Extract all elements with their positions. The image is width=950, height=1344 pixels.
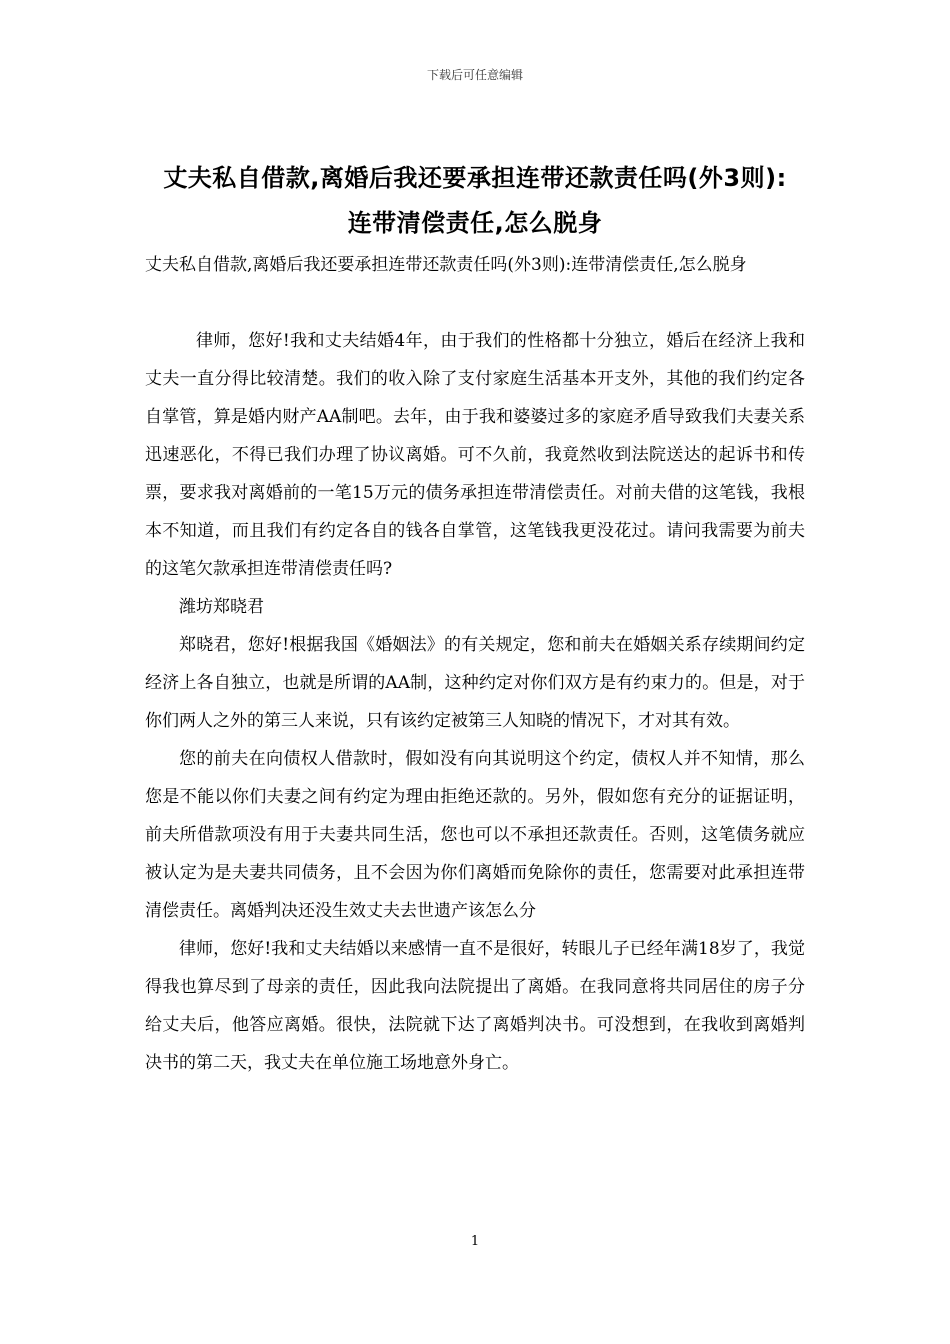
paragraph-spacer	[145, 284, 805, 322]
document-title-line1: 丈夫私自借款,离婚后我还要承担连带还款责任吗(外3则):	[163, 164, 787, 192]
header-note: 下载后可任意编辑	[426, 68, 523, 82]
paragraph-signature: 潍坊郑晓君	[179, 597, 264, 617]
paragraph-question-2: 律师，您好!我和丈夫结婚以来感情一直不是很好，转眼儿子已经年满18岁了，我觉得我也算尽到了母亲的责任，因此我向法院提出了离婚。在我同意将共同居住的房子分给丈夫后，他答应离婚。很快，法院就下达了离婚判决书。可没想到，在我收到离婚判决书的第二天，我丈夫在单位施工场地意外身亡。	[145, 939, 805, 1073]
paragraph-answer-2: 您的前夫在向债权人借款时，假如没有向其说明这个约定，债权人并不知情，那么您是不能以你们夫妻之间有约定为理由拒绝还款的。另外，假如您有充分的证据证明，前夫所借款项没有用于夫妻共同生活，您也可以不承担还款责任。否则，这笔债务就应被认定为是夫妻共同债务，且不会因为你们离婚而免除你的责任，您需要对此承担连带清偿责任。离婚判决还没生效丈夫去世遗产该怎么分	[145, 749, 805, 921]
paragraph-answer-1: 郑晓君，您好!根据我国《婚姻法》的有关规定，您和前夫在婚姻关系存续期间约定经济上各自独立，也就是所谓的AA制，这种约定对你们双方是有约束力的。但是，对于你们两人之外的第三人来说，只有该约定被第三人知晓的情况下，才对其有效。	[145, 635, 805, 731]
page-number: 1	[470, 1234, 480, 1249]
paragraph-question: 律师，您好!我和丈夫结婚4年，由于我们的性格都十分独立，婚后在经济上我和丈夫一直分得比较清楚。我们的收入除了支付家庭生活基本开支外，其他的我们约定各自掌管，算是婚内财产AA制吧。去年，由于我和婆婆过多的家庭矛盾导致我们夫妻关系迅速恶化，不得已我们办理了协议离婚。可不久前，我竟然收到法院送达的起诉书和传票，要求我对离婚前的一笔15万元的债务承担连带清偿责任。对前夫借的这笔钱，我根本不知道，而且我们有约定各自的钱各自掌管，这笔钱我更没花过。请问我需要为前夫的这笔欠款承担连带清偿责任吗?	[145, 331, 805, 579]
document-title-line2: 连带清偿责任,怎么脱身	[347, 209, 603, 237]
document-subtitle: 丈夫私自借款,离婚后我还要承担连带还款责任吗(外3则):连带清偿责任,怎么脱身	[145, 255, 747, 275]
document-body	[145, 246, 805, 1082]
